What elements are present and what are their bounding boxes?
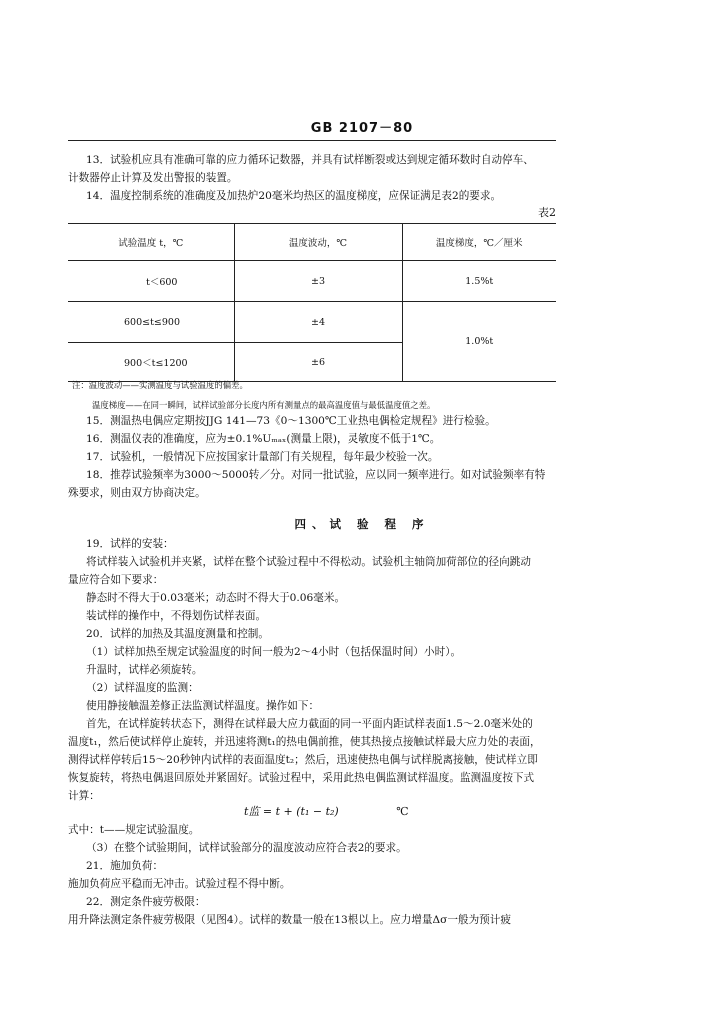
- paragraph-line: 20．试样的加热及其温度测量和控制。: [86, 628, 269, 640]
- table-label: 表2: [538, 206, 556, 219]
- header-rule: [68, 140, 556, 141]
- paragraph-line: 计数器停止计算及发出警报的装置。: [68, 172, 238, 184]
- paragraph-line: 22．测定条件疲劳极限：: [86, 896, 206, 908]
- paragraph-line: 用升降法测定条件疲劳极限（见图4）。试样的数量一般在13根以上。应力增量Δσ一般为预计疲: [68, 914, 511, 926]
- paragraph-line: 温度t₁，然后使试样停止旋转，并迅速将测t₁的热电偶前推，使其热接点接触试样最大应力处的表面，: [68, 736, 541, 748]
- table-cell-range: 600≤t≤900: [68, 302, 234, 343]
- table-notes: [72, 375, 435, 415]
- table-header-cell: 温度波动，℃: [234, 224, 402, 261]
- note-line: 注：温度波动——实测温度与试验温度的偏差。: [72, 380, 248, 390]
- paragraph-line: 式中：t——规定试验温度。: [68, 824, 200, 836]
- temperature-table: [68, 223, 556, 382]
- clauses-19-20: [68, 535, 556, 805]
- paragraph-line: 装试样的操作中，不得划伤试样表面。: [86, 610, 267, 622]
- paragraph-line: 17．试验机，一般情况下应按国家计量部门有关规程，每年最少校验一次。: [86, 451, 439, 463]
- table-cell-gradient: 1.0%t: [402, 302, 556, 382]
- paragraph-line: 19．试样的安装：: [86, 538, 174, 550]
- table-header-cell: 温度梯度，℃／厘米: [402, 224, 556, 261]
- paragraph-line: 使用静接触温差修正法监测试样温度。操作如下：: [86, 700, 320, 712]
- paragraph-line: 13．试验机应具有准确可靠的应力循环记数器，并具有试样断裂或达到规定循环数时自动停车、: [86, 154, 534, 166]
- paragraph-line: 16．测温仪表的准确度，应为±0.1%Uₘₐₓ(测量上限)，灵敏度不低于1℃。: [86, 433, 441, 445]
- formula-expression: t监 = t + (t₁ − t₂): [244, 805, 339, 818]
- paragraph-line: 测得试样停转后15～20秒钟内试样的表面温度t₂；然后，迅速使热电偶与试样脱离接触，使试样立即: [68, 754, 538, 766]
- table-header-row: [68, 224, 556, 261]
- paragraph-line: 恢复旋转，将热电偶退回原处并紧固好。试验过程中，采用此热电偶监测试样温度。监测温度按下式: [68, 772, 535, 784]
- paragraph-line: 15．测温热电偶应定期按JJG 141—73《0～1300℃工业热电偶检定规程》进行检验。: [86, 415, 496, 427]
- table-cell-fluct: ±6: [234, 343, 402, 382]
- paragraph-line: 将试样装入试验机并夹紧，试样在整个试验过程中不得松动。试验机主轴筒加荷部位的径向跳动: [86, 556, 531, 568]
- paragraph-line: 首先，在试样旋转状态下，测得在试样最大应力截面的同一平面内距试样表面1.5～2.0毫米处的: [86, 718, 533, 730]
- table-cell-range: 900＜t≤1200: [68, 343, 234, 382]
- table-cell-fluct: ±3: [234, 261, 402, 302]
- table-row: [68, 302, 556, 343]
- formula: [244, 803, 409, 819]
- paragraph-line: 静态时不得大于0.03毫米；动态时不得大于0.06毫米。: [86, 592, 346, 604]
- table-cell-gradient: 1.5%t: [402, 261, 556, 302]
- section-title: 四、试 验 程 序: [294, 517, 430, 531]
- paragraph-line: 18．推荐试验频率为3000～5000转／分。对同一批试验，应以同一频率进行。如对试验频率有特: [86, 469, 546, 481]
- table-row: [68, 261, 556, 302]
- standard-number: GB 2107－80: [310, 121, 414, 136]
- table-cell-range: t＜600: [68, 261, 234, 302]
- paragraph-line: 殊要求，则由双方协商决定。: [68, 487, 206, 499]
- paragraph-line: 升温时，试样必须旋转。: [86, 664, 203, 676]
- clauses-15-18: [68, 412, 556, 502]
- paragraph-line: （1）试样加热至规定试验温度的时间一般为2～4小时（包括保温时间）小时）。: [86, 646, 462, 658]
- table-header-cell: 试验温度 t，℃: [68, 224, 234, 261]
- paragraph-line: 计算：: [68, 790, 100, 802]
- clauses-21-22: [68, 821, 556, 929]
- clause-13-14: [68, 151, 556, 205]
- paragraph-line: 量应符合如下要求：: [68, 574, 164, 586]
- formula-unit: ℃: [396, 805, 409, 818]
- paragraph-line: 21．施加负荷：: [86, 860, 164, 872]
- paragraph-line: 施加负荷应平稳而无冲击。试验过程不得中断。: [68, 878, 291, 890]
- table-cell-fluct: ±4: [234, 302, 402, 343]
- paragraph-line: 14．温度控制系统的准确度及加热炉20毫米均热区的温度梯度，应保证满足表2的要求。: [86, 190, 502, 202]
- paragraph-line: （3）在整个试验期间，试样试验部分的温度波动应符合表2的要求。: [86, 842, 407, 854]
- note-line: 温度梯度——在同一瞬间，试样试验部分长度内所有测量点的最高温度值与最低温度值之差。: [92, 400, 436, 410]
- paragraph-line: （2）试样温度的监测：: [86, 682, 199, 694]
